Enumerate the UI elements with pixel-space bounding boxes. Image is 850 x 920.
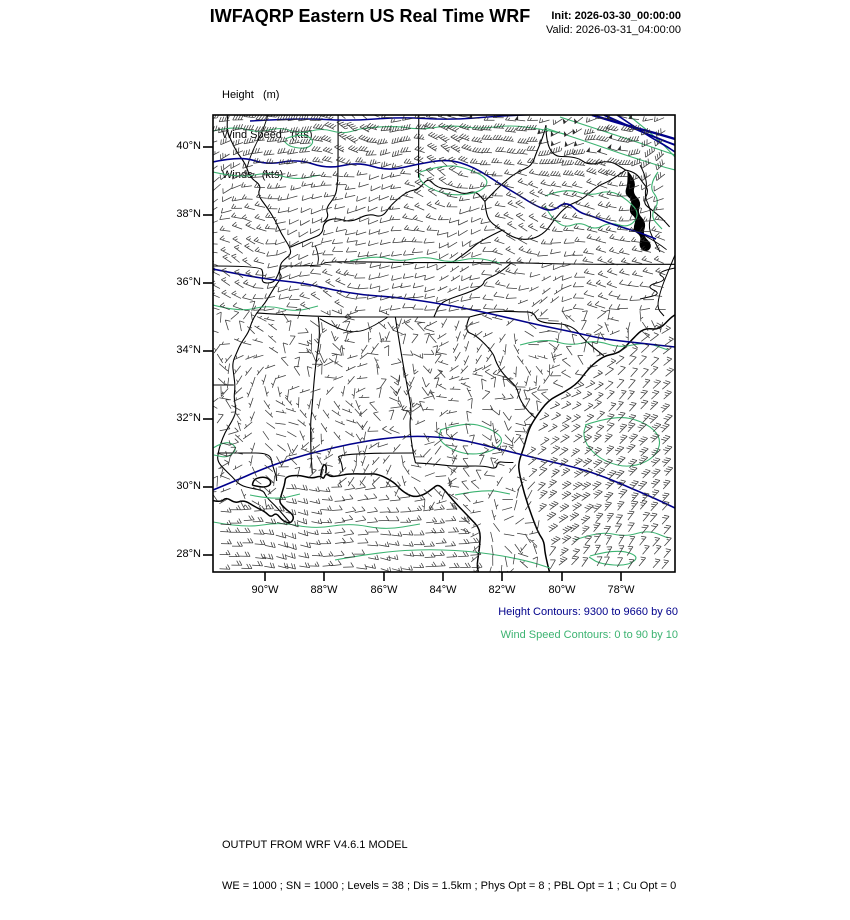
windspeed-contour-legend: Wind Speed Contours: 0 to 90 by 10 <box>500 629 678 641</box>
page-title: IWFAQRP Eastern US Real Time WRF <box>209 6 531 26</box>
lon-tick-label: 88°W <box>310 584 338 596</box>
footer-model-line: OUTPUT FROM WRF V4.6.1 MODEL <box>222 839 408 851</box>
lon-tick-label: 80°W <box>548 584 576 596</box>
footer-namelist-line: WE = 1000 ; SN = 1000 ; Levels = 38 ; Dis = 1.5km ; Phys Opt = 8 ; PBL Opt = 1 ; Cu Opt = 0 <box>222 879 677 892</box>
height-contour-legend: Height Contours: 9300 to 9660 by 60 <box>498 606 678 618</box>
axis-ticks <box>203 147 621 581</box>
lat-tick-label: 36°N <box>176 276 201 288</box>
lon-tick-label: 86°W <box>370 584 398 596</box>
lon-tick-label: 84°W <box>429 584 457 596</box>
variable-winds-label: Winds (kts) <box>222 169 284 182</box>
lon-tick-label: 82°W <box>488 584 516 596</box>
lat-tick-label: 30°N <box>176 480 201 492</box>
model-output-footer <box>222 812 676 920</box>
variable-height-label: Height (m) <box>222 88 280 101</box>
lon-tick-label: 90°W <box>251 584 279 596</box>
lat-tick-label: 28°N <box>176 548 201 560</box>
variable-windspeed-label: Wind Speed (kts) <box>222 129 313 142</box>
lat-tick-label: 38°N <box>176 208 201 220</box>
valid-time-label: Valid: 2026-03-31_04:00:00 <box>546 24 681 36</box>
map-inner <box>206 110 677 577</box>
lat-tick-label: 32°N <box>176 412 201 424</box>
init-time-label: Init: 2026-03-30_00:00:00 <box>551 10 681 22</box>
lat-tick-label: 34°N <box>176 344 201 356</box>
lon-tick-label: 78°W <box>607 584 635 596</box>
lat-tick-label: 40°N <box>176 140 201 152</box>
